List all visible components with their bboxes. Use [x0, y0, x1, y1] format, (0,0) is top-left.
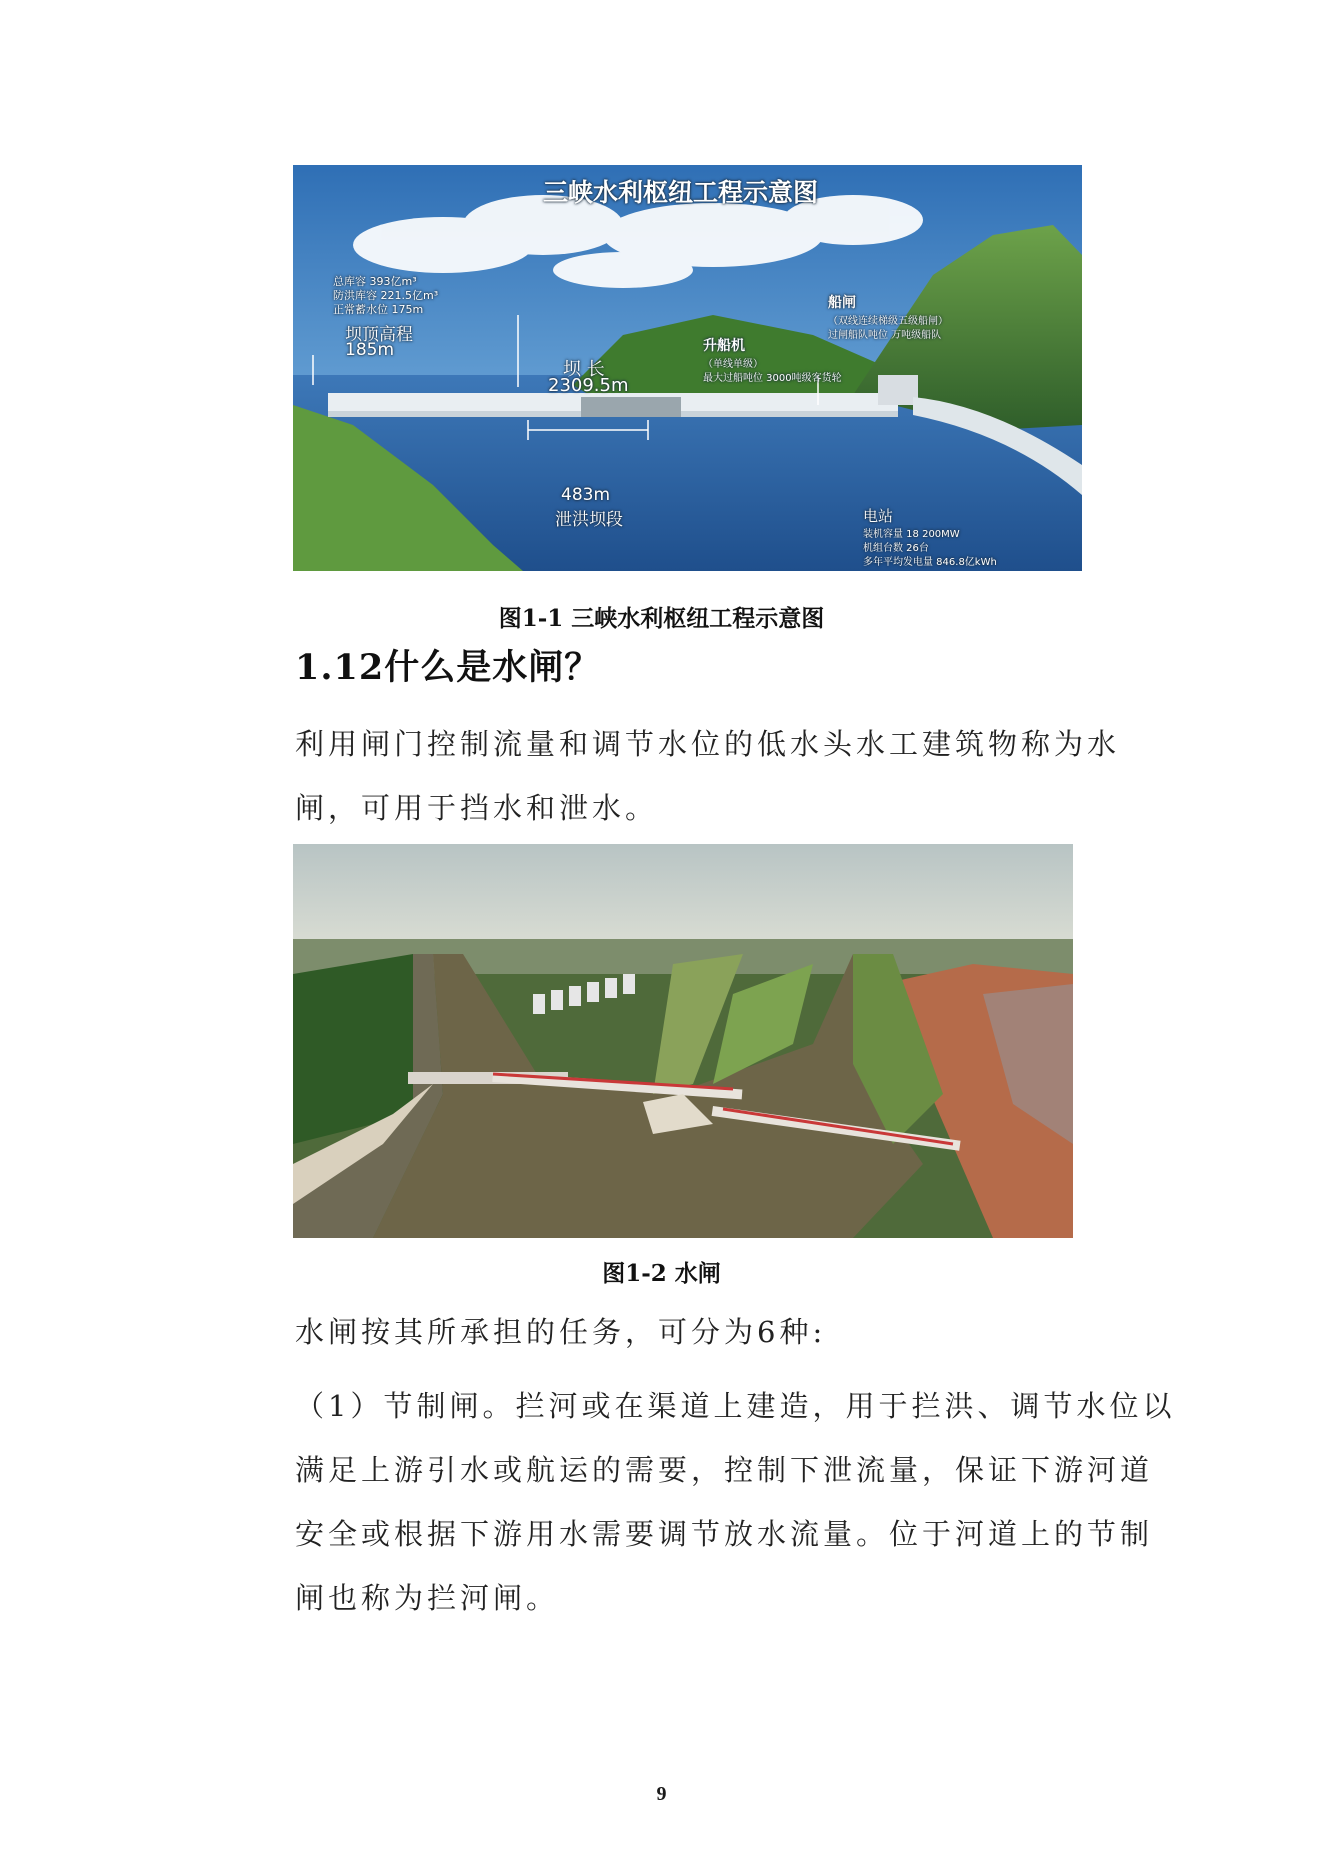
storage-line-2: 防洪库容 221.5亿m³: [333, 289, 439, 302]
paragraph-sluice-types: 水闸按其所承担的任务，可分为6种:: [295, 1315, 827, 1349]
station-line-1: 装机容量 18 200MW: [863, 529, 960, 540]
crest-value: 185m: [345, 340, 395, 360]
figure1-caption: 图1-1 三峡水利枢纽工程示意图: [498, 605, 825, 632]
spillway-value: 483m: [561, 485, 611, 505]
dam-length-label: 坝 长: [563, 359, 605, 380]
storage-line-1: 总库容 393亿m³: [333, 275, 417, 288]
station-line-3: 多年平均发电量 846.8亿kWh: [863, 557, 997, 568]
three-gorges-illustration: [293, 165, 1082, 571]
paragraph-check-gate: （1）节制闸。拦河或在渠道上建造，用于拦洪、调节水位以满足上游引水或航运的需要，控制下泄流量，保证下游河道安全或根据下游用水需要调节放水流量。位于河道上的节制闸也称为拦河闸。: [295, 1389, 1176, 1615]
crest-label: 坝顶高程: [345, 325, 413, 345]
figure2-caption: 图1-2 水闸: [602, 1260, 721, 1287]
dam-length-value: 2309.5m: [548, 375, 629, 396]
station-line-2: 机组台数 26台: [863, 543, 929, 554]
spillway-label: 泄洪坝段: [555, 510, 623, 530]
paragraph-sluice-definition: 利用闸门控制流量和调节水位的低水头水工建筑物称为水闸，可用于挡水和泄水。: [295, 727, 1121, 825]
section-heading: 1.12什么是水闸？: [295, 647, 601, 688]
storage-line-3: 正常蓄水位 175m: [333, 303, 424, 316]
shiplift-title: 升船机: [703, 338, 745, 354]
figure-sluice-photo: [293, 844, 1073, 1238]
shiplock-line-1: （双线连续梯级五级船闸）: [828, 316, 948, 327]
figure-three-gorges: [293, 165, 1082, 571]
shiplock-line-2: 过闸船队吨位 万吨级船队: [828, 330, 942, 341]
shiplock-title: 船闸: [828, 295, 856, 311]
figure1-title: 三峡水利枢纽工程示意图: [543, 178, 819, 207]
station-title: 电站: [863, 507, 894, 525]
page-number: 9: [656, 1783, 667, 1805]
shiplift-line-2: 最大过船吨位 3000吨级客货轮: [703, 373, 842, 384]
shiplift-line-1: （单线单级）: [703, 359, 763, 370]
sluice-aerial-photo: [293, 844, 1073, 1238]
